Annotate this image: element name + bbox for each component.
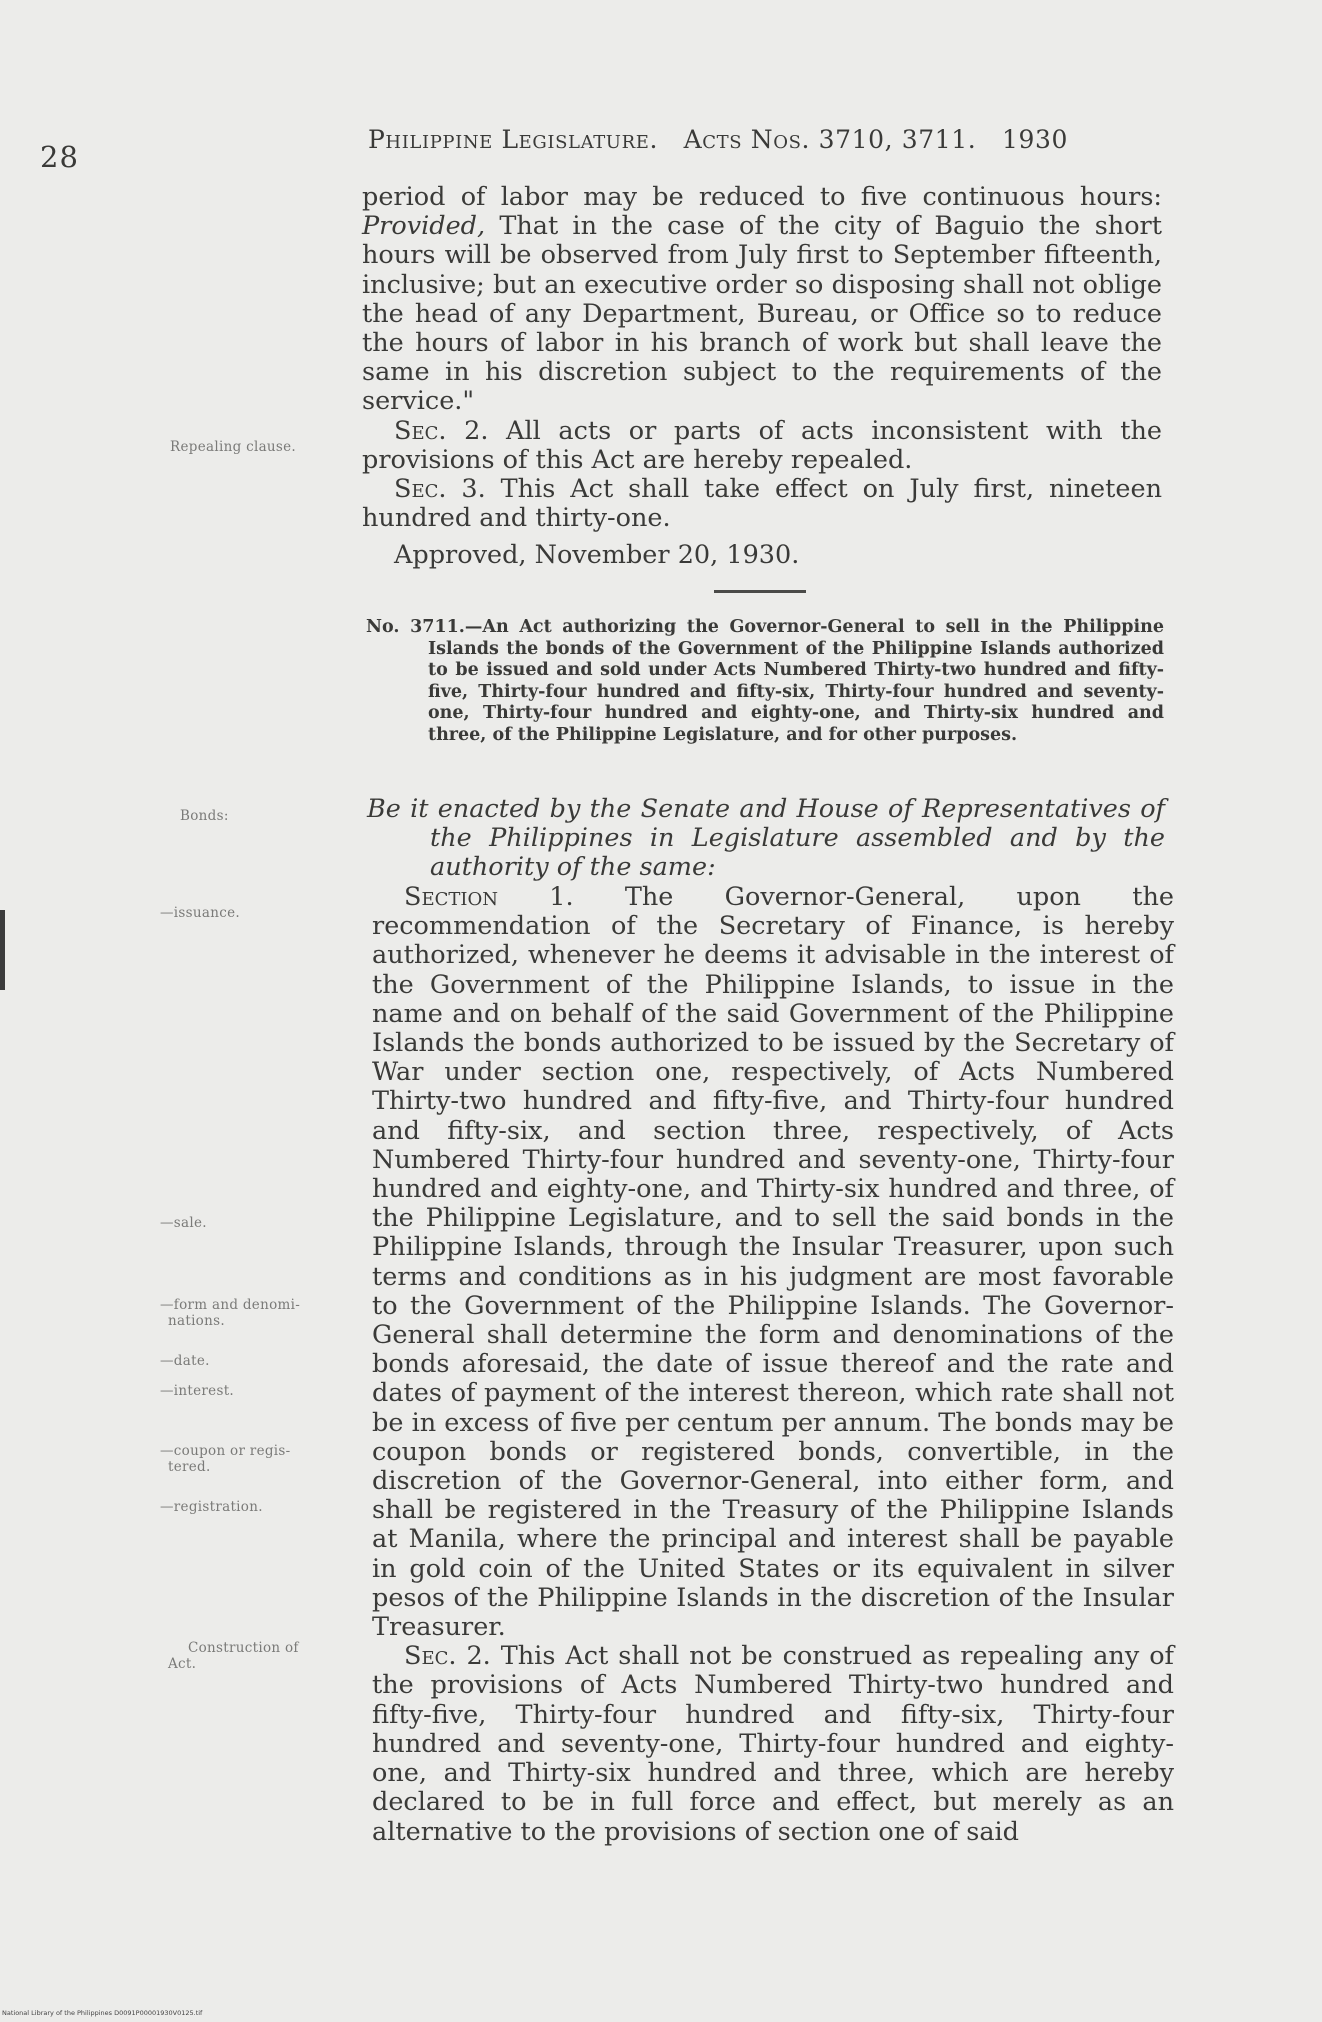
margin-note-date: —date.: [160, 1353, 210, 1369]
margin-note-coupon-line-1: —coupon or regis-: [160, 1443, 291, 1459]
margin-note-repealing-clause: Repealing clause.: [170, 439, 297, 455]
margin-note-construction-line-2: Act.: [168, 1656, 197, 1672]
act-3710-section-2: [362, 417, 1162, 475]
margin-note-registration: —registration.: [160, 1499, 263, 1515]
act-3711-body: [372, 883, 1174, 1847]
act-3711-title: No. 3711.—An Act authorizing the Governor-General to sell in the Philippine Islands the bonds of the Government of the Philippine Islands authorized to be issued and sold under Acts Numbered Thirty-two hundred and fifty-five, Thirty-four hundred and fifty-six, Thirty-four hundred and seventy-one, Thirty-four hundred and eighty-one, and Thirty-six hundred and three, of the Philippine Legislature, and for other purposes.: [366, 617, 1164, 745]
margin-note-construction-line-1: Construction of: [188, 1640, 299, 1656]
page-edge-shadow: [0, 910, 5, 990]
margin-note-sale: —sale.: [160, 1215, 207, 1231]
continuation-line-2: That in the case of the city of Baguio the short hours will be observed from July first to September fifteenth, inclusive; but an executive order so disposing shall not oblige the head of any Department, Bureau, or Office so to reduce the hours of labor in his branch of work but shall leave the same in his discretion subject to the requirements of the service.": [362, 211, 1162, 417]
act-3711-section-2: [372, 1642, 1174, 1846]
section-label: Sec. 2.: [404, 1641, 491, 1672]
continuation-text: [362, 183, 1162, 571]
scan-footer: National Library of the Philippines D0091P00001930V0125.tif: [2, 2009, 203, 2017]
running-head-acts: Acts Nos. 3710, 3711.: [683, 125, 977, 154]
margin-note-issuance: —issuance.: [160, 905, 240, 921]
margin-note-form-line-2: nations.: [168, 1313, 225, 1329]
section-text: This Act shall take effect on July first, nineteen hundred and thirty-one.: [362, 474, 1162, 534]
section-label: Section 1.: [404, 882, 574, 912]
continuation-line-1: period of labor may be reduced to five continuous hours:: [362, 182, 1162, 212]
act-3710-section-3: [362, 475, 1162, 533]
section-label: Sec. 3.: [394, 474, 486, 505]
approved-line: Approved, November 20, 1930.: [394, 540, 800, 571]
running-head-publication: Philippine Legislature.: [368, 125, 659, 154]
continuation-paragraph: [362, 183, 1162, 417]
section-text: This Act shall not be construed as repealing any of the provisions of Acts Numbered Thirty-two hundred and fifty-five, Thirty-four hundred and fifty-six, Thirty-four hundred and seventy-one, Thirty-four hundred and eighty-one, and Thirty-six hundred and three, which are hereby declared to be in full force and effect, but merely as an alternative to the provisions of section one of said: [372, 1641, 1174, 1847]
margin-note-coupon-line-2: tered.: [168, 1459, 211, 1475]
margin-note-interest: —interest.: [160, 1383, 235, 1399]
enacting-clause: Be it enacted by the Senate and House of Representatives of the Philippines in Legislature assembled and by the authority of the same:: [367, 794, 1165, 882]
provided-word: Provided,: [362, 211, 486, 242]
section-text: All acts or parts of acts inconsistent with the provisions of this Act are hereby repealed.: [362, 415, 1162, 475]
section-label: Sec. 2.: [394, 415, 489, 446]
page-number: 28: [40, 140, 79, 174]
margin-note-form-line-1: —form and denomi-: [160, 1297, 301, 1313]
running-head: [368, 125, 1068, 154]
act-3711-section-1: [372, 883, 1174, 1642]
section-text: The Governor-General, upon the recommendation of the Secretary of Finance, is hereby authorized, whenever he deems it advisable in the interest of the Government of the Philippine Islands, to issue in the name and on behalf of the said Government of the Philippine Islands the bonds authorized to be issued by the Secretary of War under section one, respectively, of Acts Numbered Thirty-two hundred and fifty-five, and Thirty-four hundred and fifty-six, and section three, respectively, of Acts Numbered Thirty-four hundred and seventy-one, Thirty-four hundred and eighty-one, and Thirty-six hundred and three, of the Philippine Legislature, and to sell the said bonds in the Philippine Islands, through the Insular Treasurer, upon such terms and conditions as in his judgment are most favorable to the Government of the Philippine Islands. The Governor-General shall determine the form and denominations of the bonds aforesaid, the date of issue thereof and the rate and dates of payment of the interest thereon, which rate shall not be in excess of five per centum per annum. The bonds may be coupon bonds or registered bonds, convertible, in the discretion of the Governor-General, into either form, and shall be registered in the Treasury of the Philippine Islands at Manila, where the principal and interest shall be payable in gold coin of the United States or its equivalent in silver pesos of the Philippine Islands in the discretion of the Insular Treasurer.: [372, 882, 1174, 1643]
running-head-year: 1930: [1001, 125, 1068, 154]
section-divider-rule: [714, 590, 806, 593]
margin-note-bonds: Bonds:: [180, 808, 229, 824]
